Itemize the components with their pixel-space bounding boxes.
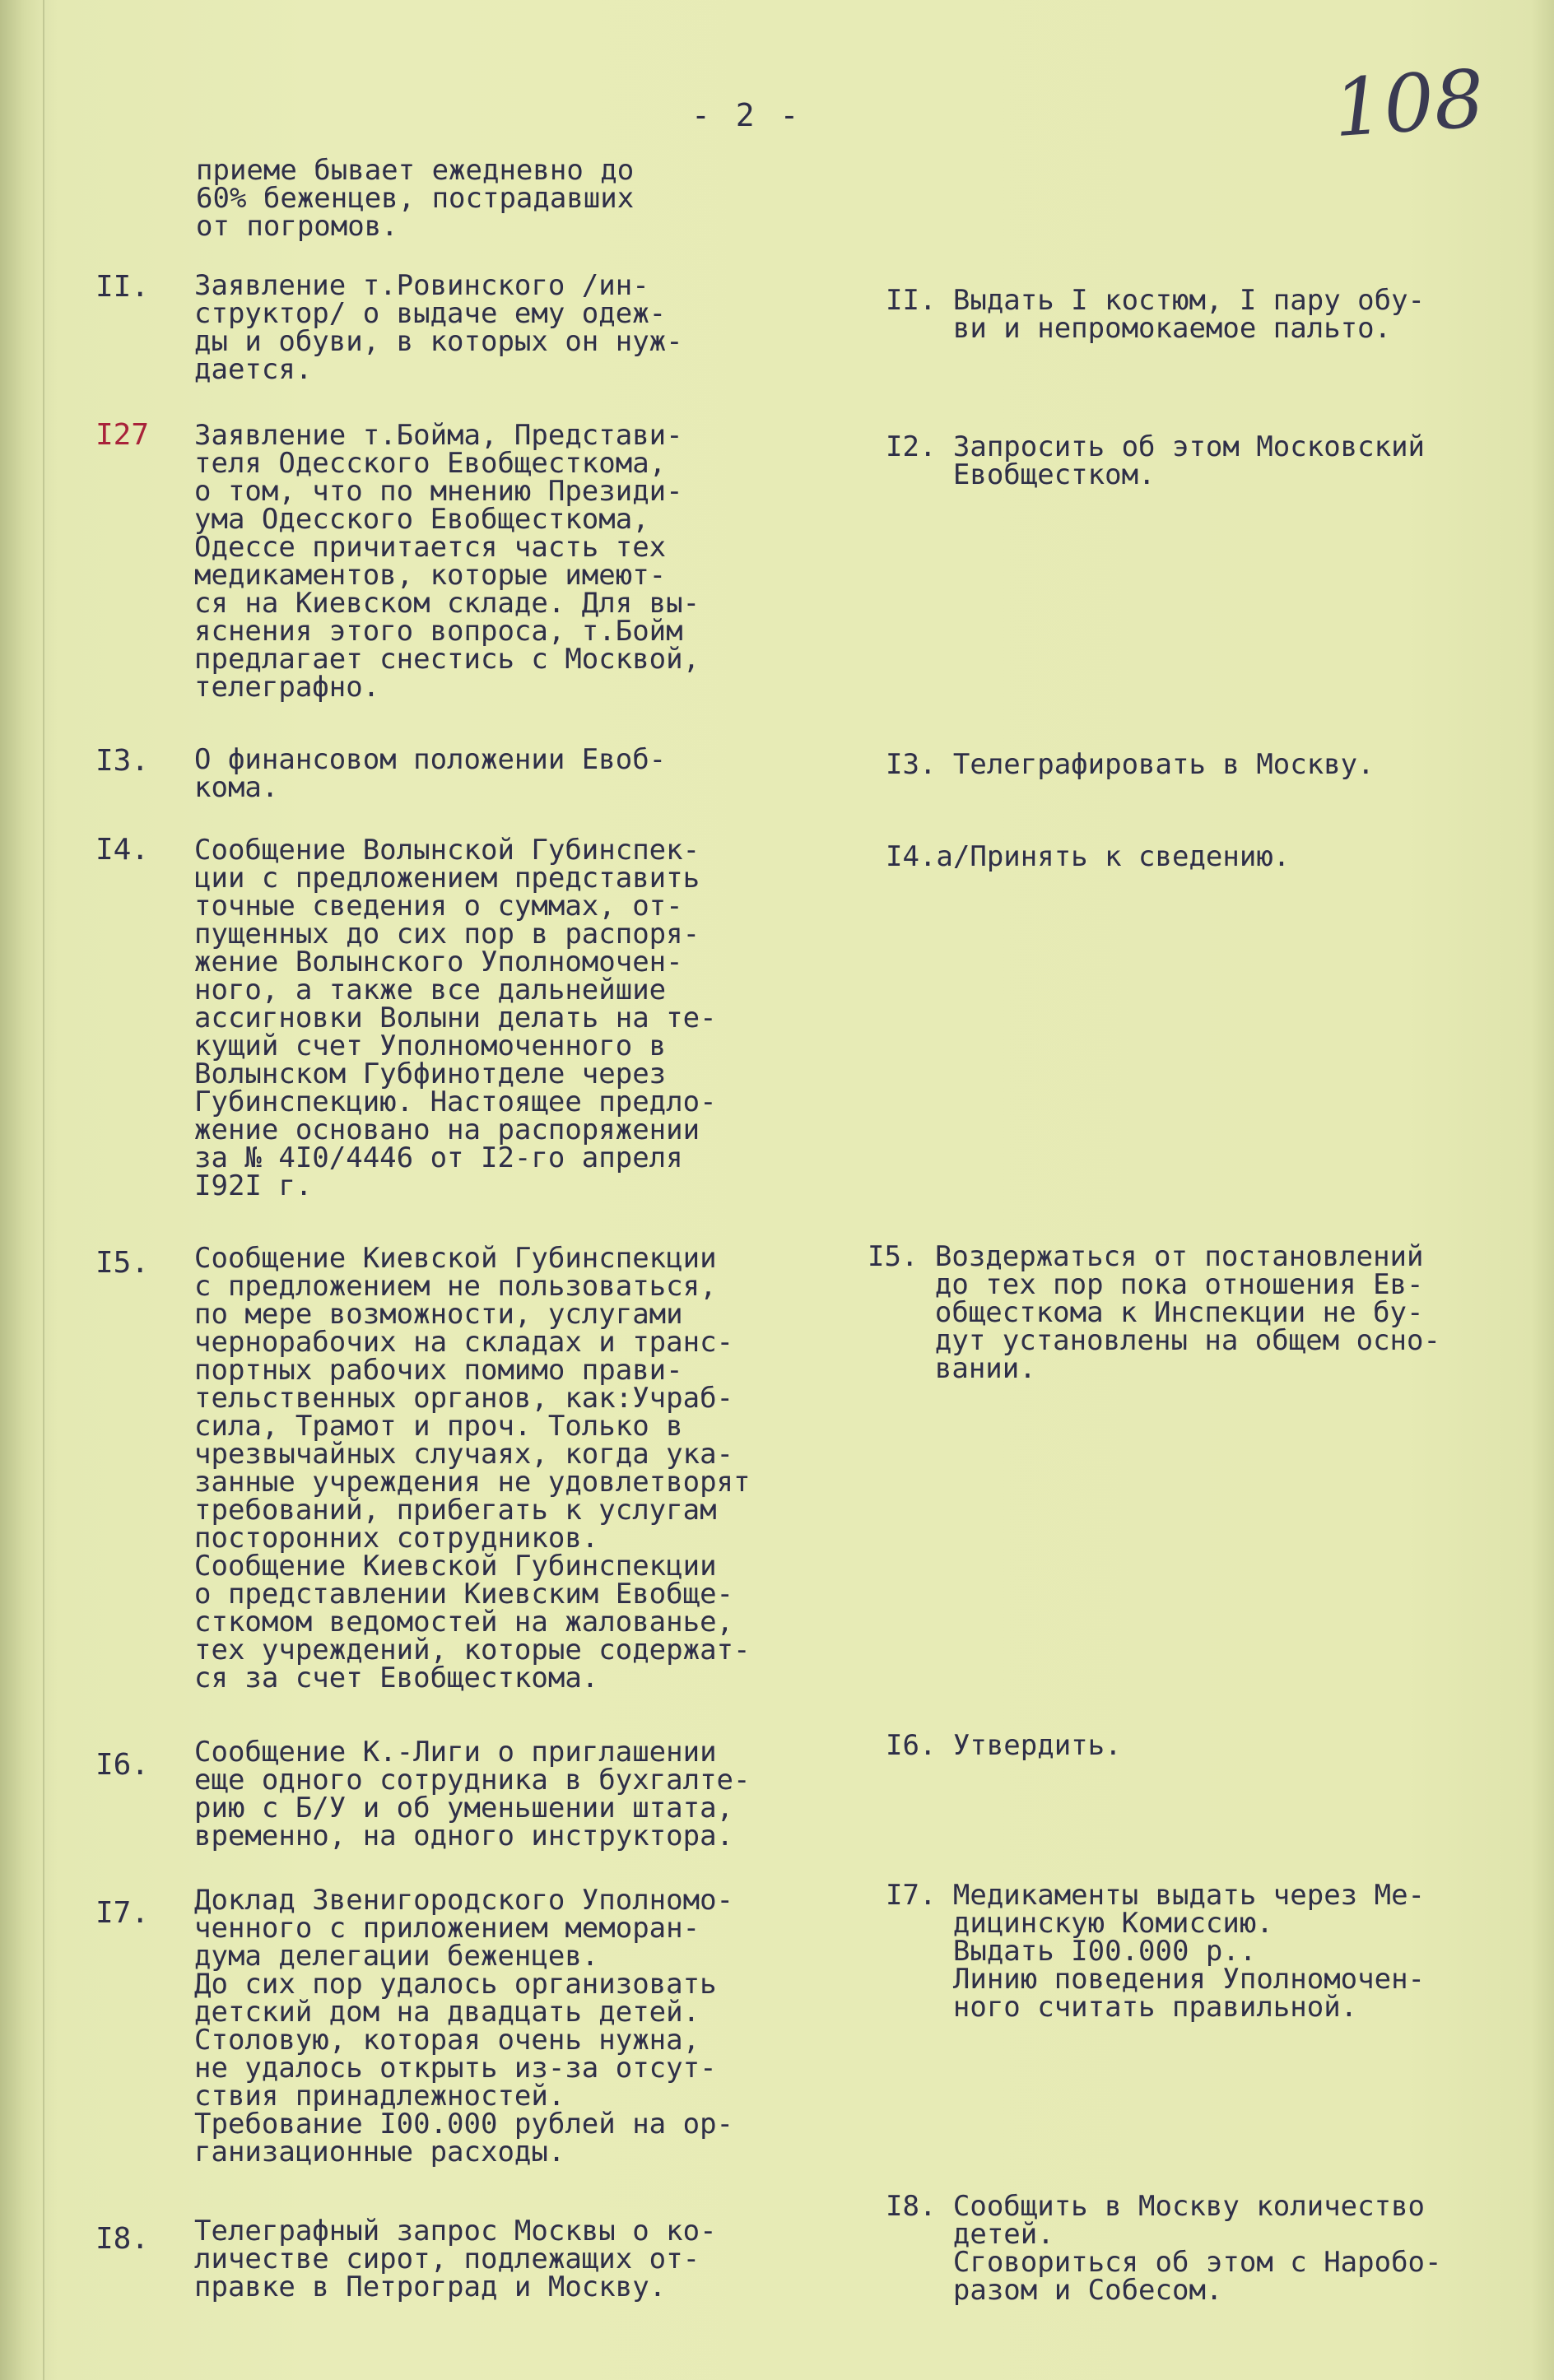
item-number: I4.: [95, 833, 150, 867]
item-decision: I3. Телеграфировать в Москву.: [886, 748, 1375, 781]
item-number: I6.: [95, 1748, 150, 1782]
item-decision: I5. Воздержаться от постановлений до тех пор пока отношения Ев- общесткома к Инспекции не бу- дут установлены на общем осно- вании.: [868, 1240, 1440, 1385]
intro-text: приеме бывает ежедневно до 60% беженцев, пострадавших от погромов.: [196, 154, 635, 243]
item-text: Заявление т.Бойма, Представи- теля Одесского Евобщесткома, о том, что по мнению Президи- ума Одесского Евобщесткома, Одессе причитается часть тех медикаментов, которые имеют- ся на Киевском складе. Для вы- яснения этого вопроса, т.Бойм предлагает снестись с Москвой, телеграфно.: [194, 419, 700, 704]
item-number: I7.: [95, 1896, 150, 1930]
item-decision: I7. Медикаменты выдать через Ме- дицинскую Комиссию. Выдать I00.000 р.. Линию поведения Уполномочен- ного считать правильной.: [886, 1879, 1426, 2024]
binding-edge: [0, 0, 44, 2380]
item-decision: I4.а/Принять к сведению.: [886, 840, 1291, 873]
item-number: II.: [95, 270, 150, 304]
archive-number: 108: [1330, 52, 1487, 156]
item-text: Сообщение Волынской Губинспек- ции с предложением представить точные сведения о суммах, от- пущенных до сих пор в распоря- жение Волынского Уполномочен- ного, а также все дальнейшие ассигновки Волыни делать на те- кущий счет Уполномоченного в Волынском Губфинотделе через Губинспекцию. Настоящее предло- жение основано на распоряжении за № 4I0/4446 от I2-го апреля I92I г.: [194, 834, 717, 1202]
item-decision: I8. Сообщить в Москву количество детей. Сговориться об этом с Наробо- разом и Собесом.: [886, 2190, 1442, 2307]
item-number: I5.: [95, 1246, 150, 1280]
item-text: Сообщение Киевской Губинспекции с предложением не пользоваться, по мере возможности, услугами чернорабочих на складах и транс- портных рабочих помимо прави- тельственных органов, как:Учраб- сила, Трамот и проч. Только в чрезвычайных случаях, когда ука- занные учреждения не удовлетворят требований, прибегать к услугам посторонних сотрудников. Сообщение Киевской Губинспекции о представлении Киевским Евобще- сткомом ведомостей на жалованье, тех учреждений, которые содержат- ся за счет Евобщесткома.: [194, 1242, 751, 1694]
item-decision: I2. Запросить об этом Московский Евобщестком.: [886, 430, 1426, 491]
item-text: Телеграфный запрос Москвы о ко- личестве сирот, подлежащих от- правке в Петроград и Москву.: [194, 2215, 717, 2303]
item-text: Заявление т.Ровинского /ин- структор/ о выдаче ему одеж- ды и обуви, в которых он нуж- дается.: [194, 269, 683, 386]
item-decision: II. Выдать I костюм, I пару обу- ви и непромокаемое пальто.: [886, 284, 1426, 345]
item-number: I27: [95, 418, 150, 452]
item-number: I8.: [95, 2222, 150, 2256]
item-text: Доклад Звенигородского Уполномо- ченного с приложением меморан- дума делегации беженцев. До сих пор удалось организовать детский дом на двадцать детей. Столовую, которая очень нужна, не удалось открыть из-за отсут- ствия принадлежностей. Требование I00.000 рублей на ор- ганизационные расходы.: [194, 1884, 734, 2168]
item-number: I3.: [95, 744, 150, 778]
item-decision: I6. Утвердить.: [886, 1729, 1122, 1762]
item-text: Сообщение К.-Лиги о приглашении еще одного сотрудника в бухгалте- рию с Б/У и об уменьшении штата, временно, на одного инструктора.: [194, 1736, 751, 1852]
page-number: - 2 -: [691, 97, 803, 133]
item-text: О финансовом положении Евоб- кома.: [194, 743, 667, 804]
